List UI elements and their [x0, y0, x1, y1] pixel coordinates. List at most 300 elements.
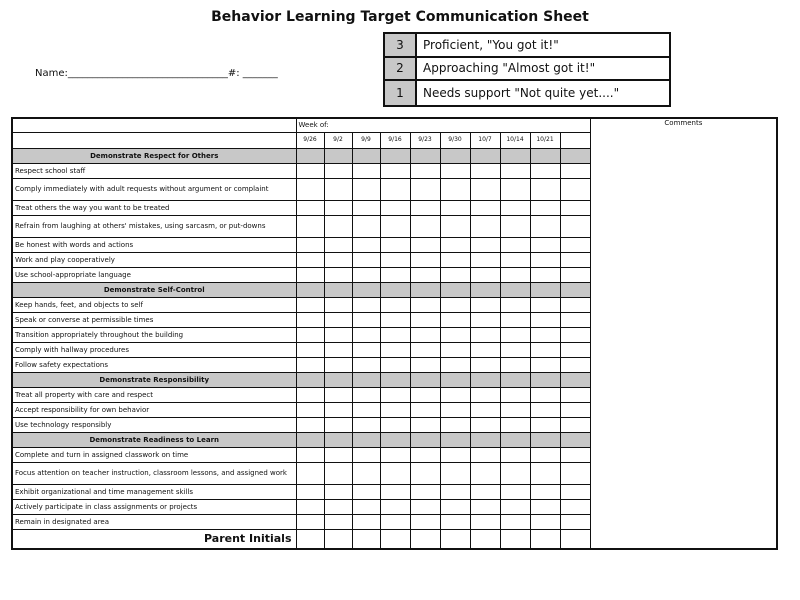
rating-cell[interactable]	[380, 402, 410, 417]
rating-cell[interactable]	[410, 357, 440, 372]
section-shade-cell	[500, 372, 530, 387]
rating-cell[interactable]	[440, 200, 470, 215]
rating-cell[interactable]	[296, 387, 324, 402]
rating-cell[interactable]	[410, 297, 440, 312]
rating-cell[interactable]	[296, 215, 324, 237]
rating-cell[interactable]	[470, 484, 500, 499]
rating-cell[interactable]	[352, 462, 380, 484]
rating-cell[interactable]	[500, 237, 530, 252]
section-shade-cell	[296, 372, 324, 387]
rating-cell[interactable]	[380, 163, 410, 178]
rating-cell[interactable]	[296, 200, 324, 215]
rating-cell[interactable]	[410, 499, 440, 514]
week-date: 9/2	[324, 132, 352, 148]
rating-cell[interactable]	[324, 200, 352, 215]
rating-cell[interactable]	[530, 499, 560, 514]
parent-initials-cell[interactable]	[296, 529, 324, 549]
rating-cell[interactable]	[352, 342, 380, 357]
rating-cell[interactable]	[470, 499, 500, 514]
behavior-label: Complete and turn in assigned classwork on time	[12, 447, 296, 462]
section-shade-cell	[410, 148, 440, 163]
rating-cell[interactable]	[296, 462, 324, 484]
rating-cell[interactable]	[560, 387, 590, 402]
section-shade-cell	[440, 282, 470, 297]
section-shade-cell	[470, 148, 500, 163]
section-shade-cell	[560, 372, 590, 387]
behavior-label: Exhibit organizational and time management skills	[12, 484, 296, 499]
corner-cell	[12, 118, 296, 132]
section-shade-cell	[440, 432, 470, 447]
week-date: 10/14	[500, 132, 530, 148]
rating-cell[interactable]	[560, 484, 590, 499]
key-description: Needs support "Not quite yet...."	[423, 86, 620, 101]
section-shade-cell	[324, 148, 352, 163]
section-shade-cell	[530, 432, 560, 447]
section-shade-cell	[560, 282, 590, 297]
rating-cell[interactable]	[296, 163, 324, 178]
rating-cell[interactable]	[530, 342, 560, 357]
parent-initials-cell[interactable]	[530, 529, 560, 549]
rating-cell[interactable]	[352, 237, 380, 252]
rating-cell[interactable]	[410, 484, 440, 499]
rating-cell[interactable]	[324, 163, 352, 178]
section-shade-cell	[470, 372, 500, 387]
parent-initials-cell[interactable]	[352, 529, 380, 549]
rating-cell[interactable]	[470, 163, 500, 178]
parent-initials-cell[interactable]	[410, 529, 440, 549]
rating-cell[interactable]	[560, 312, 590, 327]
rating-cell[interactable]	[500, 417, 530, 432]
rating-cell[interactable]	[470, 387, 500, 402]
rating-cell[interactable]	[324, 417, 352, 432]
rating-cell[interactable]	[470, 215, 500, 237]
parent-initials-cell[interactable]	[500, 529, 530, 549]
rating-cell[interactable]	[410, 462, 440, 484]
section-title: Demonstrate Responsibility	[12, 372, 296, 387]
comments-column[interactable]: Comments	[590, 118, 777, 549]
rating-cell[interactable]	[560, 402, 590, 417]
rating-cell[interactable]	[440, 297, 470, 312]
section-shade-cell	[500, 432, 530, 447]
rating-cell[interactable]	[296, 499, 324, 514]
rating-cell[interactable]	[324, 178, 352, 200]
blank-date-cell	[560, 132, 590, 148]
rating-cell[interactable]	[380, 252, 410, 267]
rating-cell[interactable]	[380, 387, 410, 402]
key-number: 2	[385, 58, 417, 80]
rating-cell[interactable]	[324, 514, 352, 529]
section-shade-cell	[352, 372, 380, 387]
section-shade-cell	[296, 432, 324, 447]
rating-cell[interactable]	[530, 417, 560, 432]
rating-cell[interactable]	[324, 447, 352, 462]
section-shade-cell	[500, 148, 530, 163]
rating-cell[interactable]	[380, 215, 410, 237]
week-of-label: Week of:	[296, 118, 590, 132]
section-shade-cell	[470, 282, 500, 297]
week-date: 9/26	[296, 132, 324, 148]
section-shade-cell	[530, 372, 560, 387]
rating-cell[interactable]	[500, 267, 530, 282]
section-title: Demonstrate Respect for Others	[12, 148, 296, 163]
rating-cell[interactable]	[410, 178, 440, 200]
rating-cell[interactable]	[410, 402, 440, 417]
rating-cell[interactable]	[380, 342, 410, 357]
week-date: 10/7	[470, 132, 500, 148]
rating-cell[interactable]	[560, 417, 590, 432]
rating-cell[interactable]	[296, 447, 324, 462]
key-row	[385, 34, 669, 58]
behavior-label: Comply immediately with adult requests without argument or complaint	[12, 178, 296, 200]
section-shade-cell	[324, 282, 352, 297]
rating-cell[interactable]	[560, 514, 590, 529]
rating-cell[interactable]	[380, 178, 410, 200]
behavior-label: Follow safety expectations	[12, 357, 296, 372]
rating-cell[interactable]	[440, 237, 470, 252]
rating-cell[interactable]	[410, 163, 440, 178]
rating-cell[interactable]	[324, 357, 352, 372]
rating-cell[interactable]	[470, 462, 500, 484]
behavior-label: Treat all property with care and respect	[12, 387, 296, 402]
rating-cell[interactable]	[352, 200, 380, 215]
rating-cell[interactable]	[440, 514, 470, 529]
rating-cell[interactable]	[440, 327, 470, 342]
week-date: 9/30	[440, 132, 470, 148]
section-shade-cell	[530, 148, 560, 163]
rating-cell[interactable]	[560, 447, 590, 462]
rating-cell[interactable]	[530, 297, 560, 312]
section-shade-cell	[352, 282, 380, 297]
rating-cell[interactable]	[440, 447, 470, 462]
rating-cell[interactable]	[352, 178, 380, 200]
rating-cell[interactable]	[352, 417, 380, 432]
rating-cell[interactable]	[500, 215, 530, 237]
parent-initials-cell[interactable]	[380, 529, 410, 549]
behavior-label: Use school-appropriate language	[12, 267, 296, 282]
rating-cell[interactable]	[560, 178, 590, 200]
rating-cell[interactable]	[296, 267, 324, 282]
section-shade-cell	[560, 432, 590, 447]
rating-cell[interactable]	[470, 417, 500, 432]
rating-cell[interactable]	[530, 447, 560, 462]
header-row	[12, 118, 777, 132]
behavior-label: Remain in designated area	[12, 514, 296, 529]
rating-cell[interactable]	[296, 417, 324, 432]
rating-cell[interactable]	[352, 402, 380, 417]
section-shade-cell	[324, 432, 352, 447]
blank-cell	[12, 132, 296, 148]
rating-cell[interactable]	[530, 357, 560, 372]
rating-cell[interactable]	[440, 342, 470, 357]
rating-cell[interactable]	[470, 267, 500, 282]
rating-cell[interactable]	[296, 252, 324, 267]
week-date: 9/16	[380, 132, 410, 148]
behavior-label: Respect school staff	[12, 163, 296, 178]
rating-cell[interactable]	[530, 215, 560, 237]
section-title: Demonstrate Self-Control	[12, 282, 296, 297]
section-shade-cell	[440, 372, 470, 387]
section-shade-cell	[380, 372, 410, 387]
section-shade-cell	[410, 432, 440, 447]
rating-cell[interactable]	[500, 163, 530, 178]
behavior-label: Actively participate in class assignments or projects	[12, 499, 296, 514]
key-number: 3	[385, 34, 417, 56]
rating-cell[interactable]	[470, 357, 500, 372]
parent-initials-cell[interactable]	[440, 529, 470, 549]
rating-cell[interactable]	[324, 387, 352, 402]
rating-cell[interactable]	[530, 163, 560, 178]
rating-cell[interactable]	[560, 267, 590, 282]
rating-cell[interactable]	[410, 327, 440, 342]
section-shade-cell	[296, 148, 324, 163]
rating-cell[interactable]	[410, 237, 440, 252]
parent-initials-cell[interactable]	[470, 529, 500, 549]
rating-cell[interactable]	[560, 327, 590, 342]
rating-cell[interactable]	[500, 402, 530, 417]
parent-initials-cell[interactable]	[324, 529, 352, 549]
rating-cell[interactable]	[296, 237, 324, 252]
rating-cell[interactable]	[500, 447, 530, 462]
rating-cell[interactable]	[500, 252, 530, 267]
rating-cell[interactable]	[440, 215, 470, 237]
rating-cell[interactable]	[352, 252, 380, 267]
rating-cell[interactable]	[380, 514, 410, 529]
rating-cell[interactable]	[440, 252, 470, 267]
rating-cell[interactable]	[440, 387, 470, 402]
rating-cell[interactable]	[380, 237, 410, 252]
rating-cell[interactable]	[530, 462, 560, 484]
rating-cell[interactable]	[560, 215, 590, 237]
rating-cell[interactable]	[530, 237, 560, 252]
key-number: 1	[385, 81, 417, 105]
rating-cell[interactable]	[296, 178, 324, 200]
rating-cell[interactable]	[380, 462, 410, 484]
rating-cell[interactable]	[560, 357, 590, 372]
rating-cell[interactable]	[324, 215, 352, 237]
rating-cell[interactable]	[500, 342, 530, 357]
rating-cell[interactable]	[530, 327, 560, 342]
rating-cell[interactable]	[410, 200, 440, 215]
section-shade-cell	[410, 282, 440, 297]
rating-cell[interactable]	[352, 514, 380, 529]
key-description: Proficient, "You got it!"	[423, 37, 559, 52]
rating-cell[interactable]	[352, 267, 380, 282]
rating-cell[interactable]	[500, 178, 530, 200]
rating-cell[interactable]	[560, 163, 590, 178]
rating-cell[interactable]	[410, 417, 440, 432]
rating-cell[interactable]	[470, 514, 500, 529]
rating-cell[interactable]	[352, 215, 380, 237]
rating-cell[interactable]	[530, 402, 560, 417]
rating-cell[interactable]	[530, 178, 560, 200]
section-shade-cell	[410, 372, 440, 387]
rating-cell[interactable]	[470, 447, 500, 462]
behavior-label: Use technology responsibly	[12, 417, 296, 432]
behavior-label: Treat others the way you want to be treated	[12, 200, 296, 215]
rating-cell[interactable]	[296, 327, 324, 342]
behavior-table	[11, 117, 778, 550]
rating-cell[interactable]	[352, 447, 380, 462]
rating-cell[interactable]	[352, 387, 380, 402]
rating-cell[interactable]	[324, 267, 352, 282]
rating-cell[interactable]	[410, 267, 440, 282]
rating-cell[interactable]	[410, 215, 440, 237]
key-row	[385, 58, 669, 82]
rating-cell[interactable]	[352, 312, 380, 327]
rating-cell[interactable]	[530, 484, 560, 499]
behavior-label: Refrain from laughing at others' mistakes, using sarcasm, or put-downs	[12, 215, 296, 237]
rating-cell[interactable]	[500, 484, 530, 499]
week-date: 9/9	[352, 132, 380, 148]
rating-cell[interactable]	[440, 402, 470, 417]
rating-cell[interactable]	[352, 163, 380, 178]
section-title: Demonstrate Readiness to Learn	[12, 432, 296, 447]
rating-cell[interactable]	[324, 342, 352, 357]
rating-cell[interactable]	[470, 200, 500, 215]
rating-cell[interactable]	[410, 252, 440, 267]
rating-cell[interactable]	[296, 402, 324, 417]
rating-cell[interactable]	[440, 417, 470, 432]
rating-cell[interactable]	[530, 387, 560, 402]
section-shade-cell	[470, 432, 500, 447]
rating-cell[interactable]	[560, 237, 590, 252]
rating-cell[interactable]	[440, 163, 470, 178]
rating-cell[interactable]	[440, 312, 470, 327]
rating-cell[interactable]	[296, 514, 324, 529]
rating-cell[interactable]	[500, 200, 530, 215]
section-shade-cell	[380, 148, 410, 163]
parent-initials-cell[interactable]	[560, 529, 590, 549]
rating-cell[interactable]	[500, 297, 530, 312]
parent-initials-label: Parent Initials	[12, 529, 296, 549]
rating-cell[interactable]	[296, 357, 324, 372]
rating-cell[interactable]	[352, 357, 380, 372]
section-shade-cell	[352, 148, 380, 163]
rating-cell[interactable]	[500, 514, 530, 529]
rating-cell[interactable]	[380, 447, 410, 462]
rating-cell[interactable]	[530, 252, 560, 267]
rating-cell[interactable]	[500, 387, 530, 402]
rating-cell[interactable]	[296, 342, 324, 357]
rating-cell[interactable]	[380, 357, 410, 372]
rating-cell[interactable]	[560, 252, 590, 267]
rating-cell[interactable]	[470, 402, 500, 417]
section-shade-cell	[296, 282, 324, 297]
rating-cell[interactable]	[380, 484, 410, 499]
key-row	[385, 81, 669, 105]
page-title: Behavior Learning Target Communication Sheet	[211, 9, 589, 25]
key-description: Approaching "Almost got it!"	[423, 61, 596, 76]
rating-cell[interactable]	[324, 297, 352, 312]
section-shade-cell	[530, 282, 560, 297]
section-shade-cell	[324, 372, 352, 387]
behavior-label: Work and play cooperatively	[12, 252, 296, 267]
rating-cell[interactable]	[352, 297, 380, 312]
rating-cell[interactable]	[380, 312, 410, 327]
rating-cell[interactable]	[530, 312, 560, 327]
rating-cell[interactable]	[380, 327, 410, 342]
rating-cell[interactable]	[470, 312, 500, 327]
rating-cell[interactable]	[500, 327, 530, 342]
rating-cell[interactable]	[440, 178, 470, 200]
rating-cell[interactable]	[500, 462, 530, 484]
rating-cell[interactable]	[470, 237, 500, 252]
behavior-label: Accept responsibility for own behavior	[12, 402, 296, 417]
rating-cell[interactable]	[380, 267, 410, 282]
rating-cell[interactable]	[380, 297, 410, 312]
rating-cell[interactable]	[440, 267, 470, 282]
behavior-label: Be honest with words and actions	[12, 237, 296, 252]
behavior-label: Focus attention on teacher instruction, classroom lessons, and assigned work	[12, 462, 296, 484]
rating-cell[interactable]	[410, 387, 440, 402]
section-shade-cell	[440, 148, 470, 163]
rating-cell[interactable]	[324, 462, 352, 484]
rating-cell[interactable]	[440, 484, 470, 499]
rating-cell[interactable]	[324, 327, 352, 342]
section-shade-cell	[380, 282, 410, 297]
rating-cell[interactable]	[530, 267, 560, 282]
section-shade-cell	[500, 282, 530, 297]
behavior-label: Transition appropriately throughout the building	[12, 327, 296, 342]
rating-cell[interactable]	[296, 297, 324, 312]
section-shade-cell	[560, 148, 590, 163]
rating-cell[interactable]	[324, 312, 352, 327]
rating-cell[interactable]	[530, 200, 560, 215]
rating-cell[interactable]	[440, 499, 470, 514]
rating-cell[interactable]	[470, 178, 500, 200]
rating-cell[interactable]	[440, 462, 470, 484]
rating-key	[383, 32, 671, 107]
rating-cell[interactable]	[560, 342, 590, 357]
rating-cell[interactable]	[324, 499, 352, 514]
section-shade-cell	[380, 432, 410, 447]
rating-cell[interactable]	[324, 402, 352, 417]
behavior-label: Comply with hallway procedures	[12, 342, 296, 357]
rating-cell[interactable]	[440, 357, 470, 372]
rating-cell[interactable]	[470, 297, 500, 312]
rating-cell[interactable]	[352, 499, 380, 514]
rating-cell[interactable]	[324, 484, 352, 499]
rating-cell[interactable]	[296, 484, 324, 499]
rating-cell[interactable]	[470, 327, 500, 342]
rating-cell[interactable]	[560, 499, 590, 514]
rating-cell[interactable]	[380, 499, 410, 514]
rating-cell[interactable]	[296, 312, 324, 327]
rating-cell[interactable]	[470, 342, 500, 357]
rating-cell[interactable]	[410, 447, 440, 462]
rating-cell[interactable]	[560, 462, 590, 484]
behavior-label: Keep hands, feet, and objects to self	[12, 297, 296, 312]
rating-cell[interactable]	[500, 499, 530, 514]
rating-cell[interactable]	[530, 514, 560, 529]
name-field[interactable]: Name:________________________________#: _______	[35, 68, 278, 79]
rating-cell[interactable]	[410, 312, 440, 327]
rating-cell[interactable]	[560, 200, 590, 215]
rating-cell[interactable]	[352, 327, 380, 342]
rating-cell[interactable]	[500, 312, 530, 327]
rating-cell[interactable]	[410, 514, 440, 529]
rating-cell[interactable]	[380, 200, 410, 215]
rating-cell[interactable]	[324, 252, 352, 267]
rating-cell[interactable]	[324, 237, 352, 252]
rating-cell[interactable]	[470, 252, 500, 267]
section-shade-cell	[352, 432, 380, 447]
rating-cell[interactable]	[352, 484, 380, 499]
rating-cell[interactable]	[560, 297, 590, 312]
rating-cell[interactable]	[380, 417, 410, 432]
rating-cell[interactable]	[410, 342, 440, 357]
rating-cell[interactable]	[500, 357, 530, 372]
